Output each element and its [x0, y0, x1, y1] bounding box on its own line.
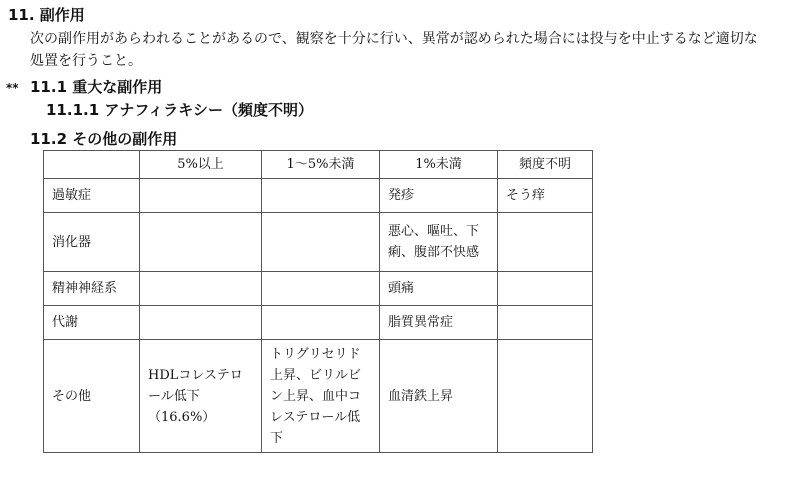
- header-unknown-frequency: 頻度不明: [498, 151, 593, 179]
- header-category: [44, 151, 140, 179]
- cell-over-5pct: [140, 213, 262, 272]
- intro-line-2: 処置を行うこと。: [30, 53, 142, 69]
- cell-under-1pct: [380, 340, 498, 453]
- cell-under-1pct: [380, 213, 498, 272]
- cell-1-5pct: [262, 213, 380, 272]
- cell-1-5pct: [262, 179, 380, 213]
- cell-text-line: （16.6%）: [148, 409, 216, 425]
- cell-text-line: 下: [270, 430, 284, 446]
- cell-text-line: そう痒: [506, 188, 546, 203]
- row-category: 精神神経系: [44, 272, 140, 306]
- header-1-5pct: 1～5%未満: [262, 151, 380, 179]
- cell-text-line: 悪心、嘔吐、下: [388, 224, 480, 239]
- header-under-1pct: 1%未満: [380, 151, 498, 179]
- revision-mark: **: [6, 81, 19, 95]
- cell-1-5pct: [262, 272, 380, 306]
- intro-line-1: 次の副作用があらわれることがあるので、観察を十分に行い、異常が認められた場合には投与を中止するなど適切な: [30, 31, 758, 47]
- cell-text-line: レステロール低: [270, 409, 361, 425]
- table-body: [44, 179, 593, 453]
- cell-over-5pct: [140, 340, 262, 453]
- cell-text-line: 血清鉄上昇: [388, 388, 454, 404]
- table-row: [44, 306, 593, 340]
- table-row: [44, 213, 593, 272]
- serious-adverse-heading: 11.1 重大な副作用: [30, 78, 163, 96]
- header-over-5pct: 5%以上: [140, 151, 262, 179]
- cell-text-line: 発疹: [388, 188, 415, 203]
- row-category: 代謝: [44, 306, 140, 340]
- cell-unknown-frequency: [498, 272, 593, 306]
- other-adverse-heading: 11.2 その他の副作用: [30, 130, 178, 148]
- row-category: 消化器: [44, 213, 140, 272]
- table-row: [44, 179, 593, 213]
- cell-over-5pct: [140, 306, 262, 340]
- table-row: [44, 272, 593, 306]
- cell-text-line: HDLコレステロ: [148, 367, 243, 383]
- cell-text-line: ン上昇、血中コ: [270, 388, 362, 404]
- cell-text-line: ール低下: [148, 388, 200, 404]
- cell-under-1pct: [380, 306, 498, 340]
- table-header-row: [44, 151, 593, 179]
- cell-over-5pct: [140, 272, 262, 306]
- table-row: [44, 340, 593, 453]
- row-category: その他: [44, 340, 140, 453]
- cell-text-line: 頭痛: [388, 281, 415, 296]
- cell-unknown-frequency: [498, 306, 593, 340]
- cell-text-line: 上昇、ビリルビ: [270, 367, 362, 383]
- cell-text-line: 脂質異常症: [388, 315, 454, 330]
- anaphylaxis-heading: 11.1.1 アナフィラキシー（頻度不明）: [46, 101, 314, 119]
- cell-1-5pct: [262, 306, 380, 340]
- cell-text-line: トリグリセリド: [270, 346, 361, 362]
- cell-under-1pct: [380, 272, 498, 306]
- cell-text-line: 痢、腹部不快感: [388, 245, 480, 260]
- cell-unknown-frequency: [498, 179, 593, 213]
- row-category: 過敏症: [44, 179, 140, 213]
- cell-1-5pct: [262, 340, 380, 453]
- cell-over-5pct: [140, 179, 262, 213]
- cell-under-1pct: [380, 179, 498, 213]
- intro-paragraph: [30, 28, 798, 72]
- cell-unknown-frequency: [498, 340, 593, 453]
- cell-unknown-frequency: [498, 213, 593, 272]
- section-title: 11. 副作用: [8, 6, 85, 24]
- adverse-reactions-table: [43, 150, 593, 453]
